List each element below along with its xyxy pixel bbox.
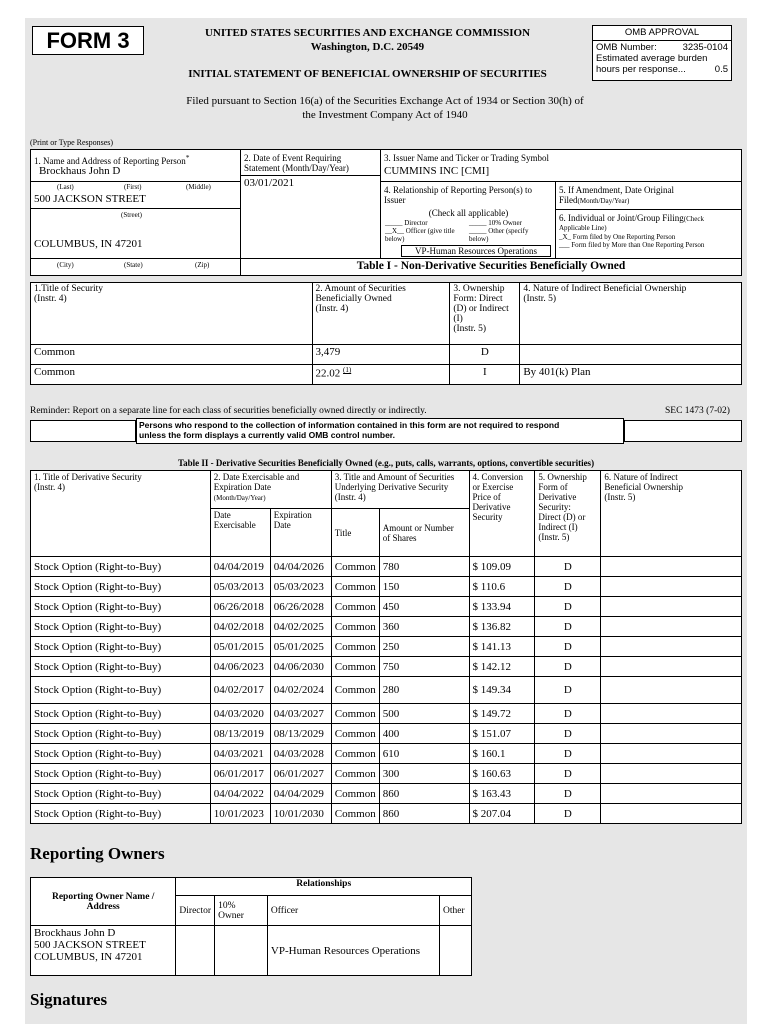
table-row: Stock Option (Right-to-Buy) 04/02/2017 04/02/2024 Common 280 $ 149.34 D <box>31 677 742 704</box>
amendment-box <box>556 182 741 210</box>
issuer-value: CUMMINS INC [CMI] <box>384 165 490 177</box>
table-row: Common 22.02 $^{(1)}$ I By 401(k) Plan <box>31 365 742 385</box>
table1 <box>30 282 742 385</box>
table-row: Stock Option (Right-to-Buy) 08/13/2019 08/13/2029 Common 400 $ 151.07 D <box>31 724 742 744</box>
filing-one-person: _X_ Form filed by One Reporting Person <box>559 233 676 241</box>
event-date-label-2: Statement (Month/Day/Year) <box>244 163 349 173</box>
sec-code: SEC 1473 (7-02) <box>665 406 730 416</box>
omb-approval-box <box>592 25 732 81</box>
table-row: Stock Option (Right-to-Buy) 04/03/2020 04/03/2027 Common 500 $ 149.72 D <box>31 704 742 724</box>
filing-type-label: 6. Individual or Joint/Group Filing(Check <box>559 213 704 223</box>
statement-title: INITIAL STATEMENT OF BENEFICIAL OWNERSHIP OF SECURITIES <box>188 68 547 80</box>
event-date-box <box>241 150 381 258</box>
filing-type-box <box>556 210 741 258</box>
table2-header-underlying: 3. Title and Amount of Securities Underlying Derivative Security (Instr. 4) <box>331 471 469 509</box>
event-date-value: 03/01/2021 <box>244 177 295 189</box>
owner-street: 500 JACKSON STREET <box>34 939 146 951</box>
table-row: Stock Option (Right-to-Buy) 04/04/2022 04/04/2029 Common 860 $ 163.43 D <box>31 784 742 804</box>
other-option: _____ Other (specify <box>469 227 529 235</box>
middle-label: (Middle) <box>186 183 211 191</box>
omb-burden-value: 0.5 <box>714 64 728 75</box>
table2-header-price: 4. Conversion or Exercise Price of Derivative Security <box>469 471 535 557</box>
table-row: Stock Option (Right-to-Buy) 05/01/2015 05/01/2025 Common 250 $ 141.13 D <box>31 637 742 657</box>
table2-header-dates: 2. Date Exercisable and Expiration Date (Month/Day/Year) <box>210 471 331 509</box>
table-row: Stock Option (Right-to-Buy) 04/04/2019 04/04/2026 Common 780 $ 109.09 D <box>31 557 742 577</box>
table2 <box>30 470 742 824</box>
table2-header-title: 1. Title of Derivative Security (Instr. 4) <box>31 471 211 557</box>
omb-notice-left-box <box>30 420 136 442</box>
amendment-label: 5. If Amendment, Date Original <box>559 185 674 195</box>
reporting-info-block <box>30 149 742 276</box>
reminder-text: Reminder: Report on a separate line for each class of securities beneficially owned directly or indirectly. <box>30 406 427 416</box>
filing-type-label-2: Applicable Line) <box>559 224 607 232</box>
owners-header-other: Other <box>440 896 472 926</box>
officer-option-2: below) <box>385 235 405 243</box>
table2-header-sec-title: Title <box>331 509 379 557</box>
omb-number-label: OMB Number: <box>596 42 657 53</box>
table2-title: Table II - Derivative Securities Beneficially Owned (e.g., puts, calls, warrants, options, convertible securities) <box>177 458 595 468</box>
street-label: (Street) <box>121 211 142 219</box>
first-label: (First) <box>124 183 142 191</box>
omb-burden-1: Estimated average burden <box>596 53 708 64</box>
form-page <box>25 18 747 1024</box>
relationship-label-1: 4. Relationship of Reporting Person(s) to <box>384 185 532 195</box>
table1-header-form: 3. Ownership Form: Direct (D) or Indirect (I) (Instr. 5) <box>450 283 520 345</box>
owners-header-officer: Officer <box>267 896 439 926</box>
table2-body <box>31 557 742 824</box>
officer-title-value: VP-Human Resources Operations <box>401 245 551 257</box>
issuer-box <box>381 150 741 182</box>
reporting-person-name: Brockhaus John D <box>39 165 121 177</box>
signatures-heading: Signatures <box>30 990 108 1009</box>
director-option: _____ Director <box>385 219 428 227</box>
agency-title: UNITED STATES SECURITIES AND EXCHANGE COMMISSION <box>204 27 531 39</box>
event-date-label-1: 2. Date of Event Requiring <box>244 153 342 163</box>
reporting-person-label: 1. Name and Address of Reporting Person* <box>34 153 190 166</box>
owners-header-director: Director <box>176 896 215 926</box>
form-label: FORM 3 <box>32 26 144 55</box>
omb-notice: Persons who respond to the collection of information contained in this form are not required to respond unless the form displays a currently valid OMB control number. <box>136 418 624 444</box>
table-row: Stock Option (Right-to-Buy) 06/26/2018 06/26/2028 Common 450 $ 133.94 D <box>31 597 742 617</box>
table2-header-exercisable: Date Exercisable <box>210 509 270 557</box>
filed-pursuant-2: the Investment Company Act of 1940 <box>302 109 468 121</box>
omb-title: OMB APPROVAL <box>593 26 731 41</box>
table-row <box>31 926 472 976</box>
check-all-label: (Check all applicable) <box>428 208 509 218</box>
city-label: (City) <box>57 261 74 269</box>
officer-option: __X__ Officer (give title <box>385 227 455 235</box>
owners-header-relationships: Relationships <box>176 878 472 896</box>
table-row: Stock Option (Right-to-Buy) 04/03/2021 04/03/2028 Common 610 $ 160.1 D <box>31 744 742 764</box>
table2-header-nature: 6. Nature of Indirect Beneficial Ownership (Instr. 5) <box>601 471 742 557</box>
table2-header-expiration: Expiration Date <box>270 509 331 557</box>
table-row: Common 3,479 D <box>31 345 742 365</box>
table2-header-amount: Amount or Number of Shares <box>379 509 469 557</box>
table-row: Stock Option (Right-to-Buy) 05/03/2013 05/03/2023 Common 150 $ 110.6 D <box>31 577 742 597</box>
footnote-link[interactable]: (1) <box>343 366 352 374</box>
omb-notice-right-box <box>624 420 742 442</box>
table2-header-form: 5. Ownership Form of Derivative Security: Direct (D) or Indirect (I) (Instr. 5) <box>535 471 601 557</box>
amendment-label-2: Filed(Month/Day/Year) <box>559 195 630 205</box>
issuer-label: 3. Issuer Name and Ticker or Trading Symbol <box>384 153 549 163</box>
print-note: (Print or Type Responses) <box>30 138 114 147</box>
state-label: (State) <box>124 261 143 269</box>
reporting-person-box <box>31 150 241 275</box>
table1-header-amount: 2. Amount of Securities Beneficially Owned (Instr. 4) <box>312 283 450 345</box>
table1-header-nature: 4. Nature of Indirect Beneficial Ownership (Instr. 5) <box>520 283 742 345</box>
owner-officer-title: VP-Human Resources Operations <box>267 926 439 976</box>
last-label: (Last) <box>57 183 74 191</box>
table-row: Stock Option (Right-to-Buy) 10/01/2023 10/01/2030 Common 860 $ 207.04 D <box>31 804 742 824</box>
other-option-2: below) <box>469 235 489 243</box>
zip-label: (Zip) <box>195 261 210 269</box>
owner-name: Brockhaus John D <box>34 927 116 939</box>
ten-percent-option: _____ 10% Owner <box>469 219 522 227</box>
reporting-owners-heading: Reporting Owners <box>30 844 165 863</box>
table-row: Stock Option (Right-to-Buy) 06/01/2017 06/01/2027 Common 300 $ 160.63 D <box>31 764 742 784</box>
relationship-box <box>381 182 556 258</box>
agency-location: Washington, D.C. 20549 <box>310 41 425 53</box>
filing-more-person: ___ Form filed by More than One Reporting Person <box>559 241 705 249</box>
reporting-owners-table <box>30 877 472 976</box>
table1-title: Table I - Non-Derivative Securities Beneficially Owned <box>356 260 626 272</box>
table1-header-title: 1.Title of Security (Instr. 4) <box>31 283 313 345</box>
owners-header-ten: 10% Owner <box>215 896 268 926</box>
reporting-street: 500 JACKSON STREET <box>34 193 146 205</box>
omb-burden-2: hours per response... <box>596 64 686 75</box>
table-row: Stock Option (Right-to-Buy) 04/06/2023 04/06/2030 Common 750 $ 142.12 D <box>31 657 742 677</box>
table-row: Stock Option (Right-to-Buy) 04/02/2018 04/02/2025 Common 360 $ 136.82 D <box>31 617 742 637</box>
owner-city: COLUMBUS, IN 47201 <box>34 951 143 963</box>
filed-pursuant-1: Filed pursuant to Section 16(a) of the Securities Exchange Act of 1934 or Section 30(h) of <box>186 95 584 107</box>
reporting-city: COLUMBUS, IN 47201 <box>34 238 143 250</box>
owners-header-name: Reporting Owner Name / Address <box>31 878 176 926</box>
relationship-label-2: Issuer <box>384 195 406 205</box>
omb-number: 3235-0104 <box>682 42 728 53</box>
